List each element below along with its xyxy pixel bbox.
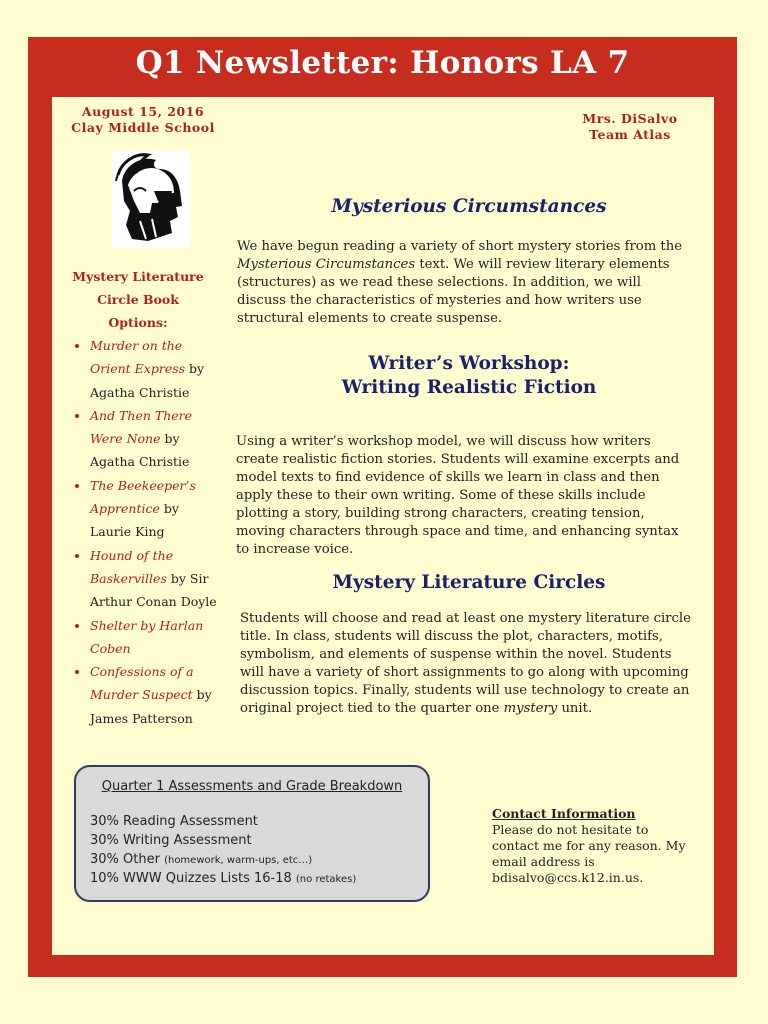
assessment-title: Quarter 1 Assessments and Grade Breakdown — [101, 779, 403, 794]
book-item: • Murder on the Orient Express by Agatha Christie — [90, 334, 218, 404]
literature-circles-heading: Mystery Literature Circles — [332, 572, 606, 593]
book-item: • Hound of the Baskervilles by Sir Arthur Conan Doyle — [90, 544, 218, 614]
contact-heading: Contact Information — [492, 806, 636, 821]
writers-workshop-heading: Writer’s Workshop: Writing Realistic Fiction — [341, 353, 597, 398]
date-school-block — [62, 104, 224, 136]
assessment-item: 30% Other (homework, warm-ups, etc…) — [90, 852, 313, 867]
book-item: • Shelter by Harlan Coben — [90, 614, 218, 661]
spartan-helmet-logo — [112, 151, 190, 248]
book-options-sidebar — [58, 265, 218, 730]
issue-date: August 15, 2016 — [81, 104, 205, 119]
assessment-list — [90, 813, 356, 889]
assessment-item: 30% Reading Assessment — [90, 814, 258, 829]
contact-info — [492, 806, 697, 886]
mysterious-circumstances-text: We have begun reading a variety of short mystery stories from the Mysterious Circumstances text. We will review literary elements (structures) as we read these selections. In addition, we will discuss the characteristics of mysteries and how writers use structural elements to create suspense. — [237, 239, 683, 326]
assessment-breakdown-box — [74, 765, 430, 902]
teacher-name: Mrs. DiSalvo — [582, 111, 678, 126]
book-item: • And Then There Were None by Agatha Christie — [90, 404, 218, 474]
teacher-team-block — [560, 111, 700, 143]
newsletter-title: Q1 Newsletter: Honors LA 7 — [135, 45, 630, 81]
team-name: Team Atlas — [589, 127, 671, 142]
writers-workshop-text: Using a writer’s workshop model, we will discuss how writers create realistic fiction stories. Students will examine excerpts and model texts to find evidence of skills we learn in class and then apply these to their own writing. Some of these skills include plotting a story, building strong characters, creating tension, moving characters through space and time, and enhancing syntax to increase voice. — [236, 434, 680, 557]
book-item: • Confessions of a Murder Suspect by James Patterson — [90, 660, 218, 730]
literature-circles-text: Students will choose and read at least one mystery literature circle title. In class, students will discuss the plot, characters, motifs, symbolism, and elements of suspense within the novel. Students will have a variety of short assignments to go along with upcoming discussion topics. Finally, students will use technology to create an original project tied to the quarter one mystery unit. — [240, 611, 691, 716]
helmet-icon — [112, 151, 190, 248]
mysterious-circumstances-heading: Mysterious Circumstances — [331, 196, 607, 217]
book-list — [58, 334, 218, 730]
book-options-heading: Mystery Literature Circle Book Options: — [72, 269, 204, 330]
assessment-item: 10% WWW Quizzes Lists 16-18 (no retakes) — [90, 871, 357, 886]
school-name: Clay Middle School — [71, 120, 215, 135]
contact-text: Please do not hesitate to contact me for any reason. My email address is bdisalvo@ccs.k12.in.us. — [492, 822, 686, 885]
book-item: • The Beekeeper’s Apprentice by Laurie King — [90, 474, 218, 544]
assessment-item: 30% Writing Assessment — [90, 833, 252, 848]
